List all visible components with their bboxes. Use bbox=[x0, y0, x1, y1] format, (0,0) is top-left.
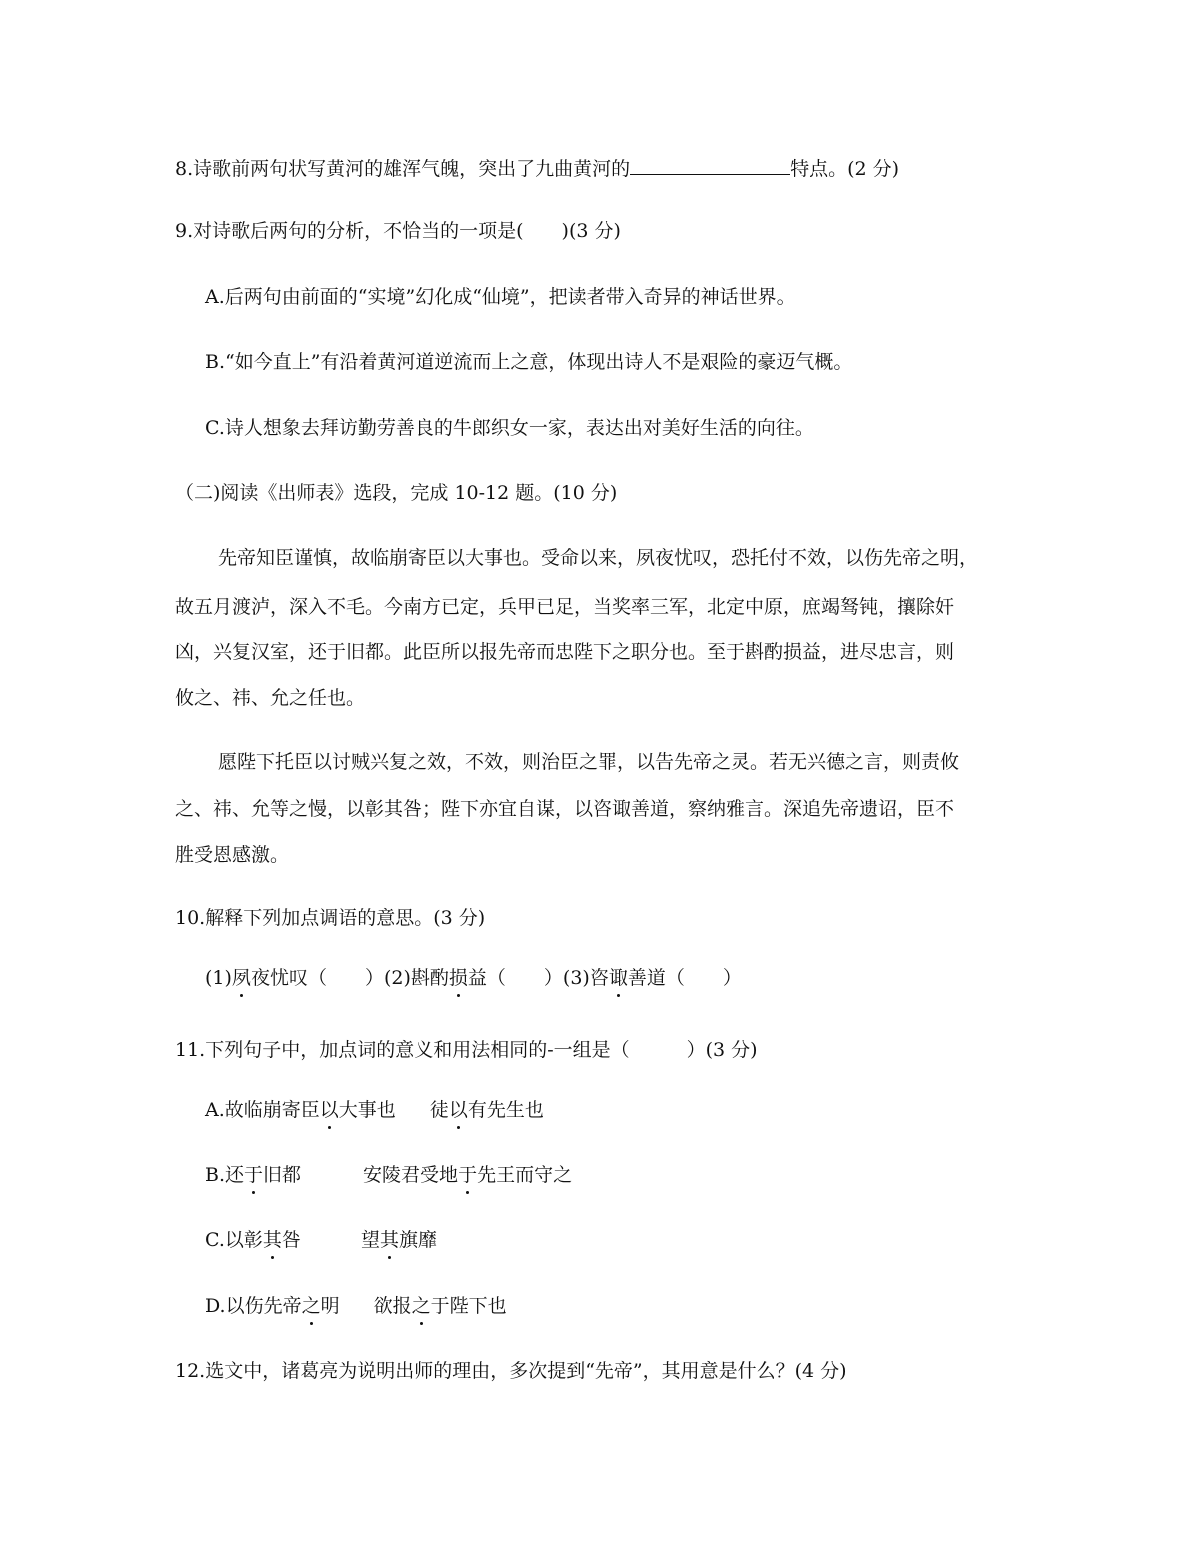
dotted-char: 以 bbox=[319, 1099, 339, 1121]
question-9-option-b: B.“如今直上”有沿着黄河道逆流而上之意，体现出诗人不是艰险的豪迈气概。 bbox=[205, 351, 853, 373]
dotted-char: 损 bbox=[448, 967, 468, 989]
question-8 bbox=[175, 154, 899, 181]
dotted-char: 之 bbox=[411, 1295, 431, 1317]
passage-line: 之、祎、允等之慢，以彰其咎；陛下亦宜自谋，以咨诹善道，察纳雅言。深追先帝遗诏，臣不 bbox=[175, 798, 955, 820]
item-text: 善道（ ） bbox=[627, 967, 742, 989]
passage-line: 先帝知臣谨慎，故临崩寄臣以大事也。受命以来，夙夜忧叹，恐托付不效，以伤先帝之明， bbox=[218, 547, 979, 569]
section-2-heading: （二)阅读《出师表》选段，完成 10-12 题。(10 分) bbox=[175, 482, 618, 504]
option-text: 望 bbox=[360, 1229, 380, 1251]
option-text: B.还 bbox=[205, 1164, 245, 1186]
question-11-option-a bbox=[205, 1098, 544, 1122]
question-11-option-c bbox=[205, 1228, 437, 1252]
option-text: 安陵君受地 bbox=[363, 1164, 459, 1186]
dotted-char: 诹 bbox=[608, 967, 628, 989]
item-text: (1) bbox=[205, 967, 232, 989]
option-text: 有先生也 bbox=[467, 1099, 544, 1121]
dotted-char: 之 bbox=[301, 1295, 321, 1317]
option-text: 明 bbox=[320, 1295, 340, 1317]
question-12-stem: 12.选文中，诸葛亮为说明出师的理由，多次提到“先帝”，其用意是什么？(4 分) bbox=[175, 1360, 847, 1382]
option-text: 旧都 bbox=[263, 1164, 302, 1186]
item-text: 夜忧叹（ ） bbox=[250, 967, 384, 989]
dotted-char: 其 bbox=[262, 1229, 282, 1251]
option-text: 于陛下也 bbox=[430, 1295, 507, 1317]
question-9-option-a: A.后两句由前面的“实境”幻化成“仙境”，把读者带入奇异的神话世界。 bbox=[205, 286, 796, 308]
question-10-stem: 10.解释下列加点调语的意思。(3 分) bbox=[175, 907, 486, 929]
option-text: 大事也 bbox=[338, 1099, 396, 1121]
passage-line: 胜受恩感激。 bbox=[175, 844, 290, 866]
passage-line: 故五月渡泸，深入不毛。今南方已定，兵甲已足，当奖率三军，北定中原，庶竭驽钝，攘除奸 bbox=[175, 596, 955, 618]
option-text: 咎 bbox=[281, 1229, 301, 1251]
question-9-stem: 9.对诗歌后两句的分析，不恰当的一项是( )(3 分) bbox=[175, 220, 621, 242]
dotted-char: 夙 bbox=[231, 967, 251, 989]
dotted-char: 于 bbox=[244, 1164, 264, 1186]
question-11-option-b bbox=[205, 1163, 572, 1187]
passage-line: 凶，兴复汉室，还于旧都。此臣所以报先帝而忠陛下之职分也。至于斟酌损益，进尽忠言，则 bbox=[175, 641, 955, 663]
item-text: (2)斟酌 bbox=[383, 967, 449, 989]
dotted-char: 其 bbox=[379, 1229, 399, 1251]
option-text: 欲报 bbox=[373, 1295, 412, 1317]
item-text: (3)咨 bbox=[562, 967, 609, 989]
answer-blank[interactable] bbox=[630, 154, 790, 175]
option-text: 旗靡 bbox=[398, 1229, 437, 1251]
passage-line: 愿陛下托臣以讨贼兴复之效，不效，则治臣之罪，以告先帝之灵。若无兴德之言，则责攸 bbox=[218, 751, 960, 773]
dotted-char: 以 bbox=[448, 1099, 468, 1121]
option-text: 徒 bbox=[429, 1099, 449, 1121]
question-10-items bbox=[205, 966, 742, 990]
question-8-points: 特点。(2 分) bbox=[790, 158, 900, 180]
question-11-stem: 11.下列句子中，加点词的意义和用法相同的-一组是（ ）(3 分) bbox=[175, 1039, 758, 1061]
item-text: 益（ ） bbox=[467, 967, 563, 989]
question-9-option-c: C.诗人想象去拜访勤劳善良的牛郎织女一家，表达出对美好生活的向往。 bbox=[205, 417, 814, 439]
passage-line: 攸之、祎、允之任也。 bbox=[175, 687, 366, 709]
question-11-option-d bbox=[205, 1294, 507, 1318]
question-8-text: 8.诗歌前两句状写黄河的雄浑气魄，突出了九曲黄河的 bbox=[175, 158, 631, 180]
option-text: D.以伤先帝 bbox=[205, 1295, 302, 1317]
option-text: C.以彰 bbox=[205, 1229, 263, 1251]
option-text: 先王而守之 bbox=[477, 1164, 573, 1186]
option-text: A.故临崩寄臣 bbox=[205, 1099, 320, 1121]
dotted-char: 于 bbox=[458, 1164, 478, 1186]
